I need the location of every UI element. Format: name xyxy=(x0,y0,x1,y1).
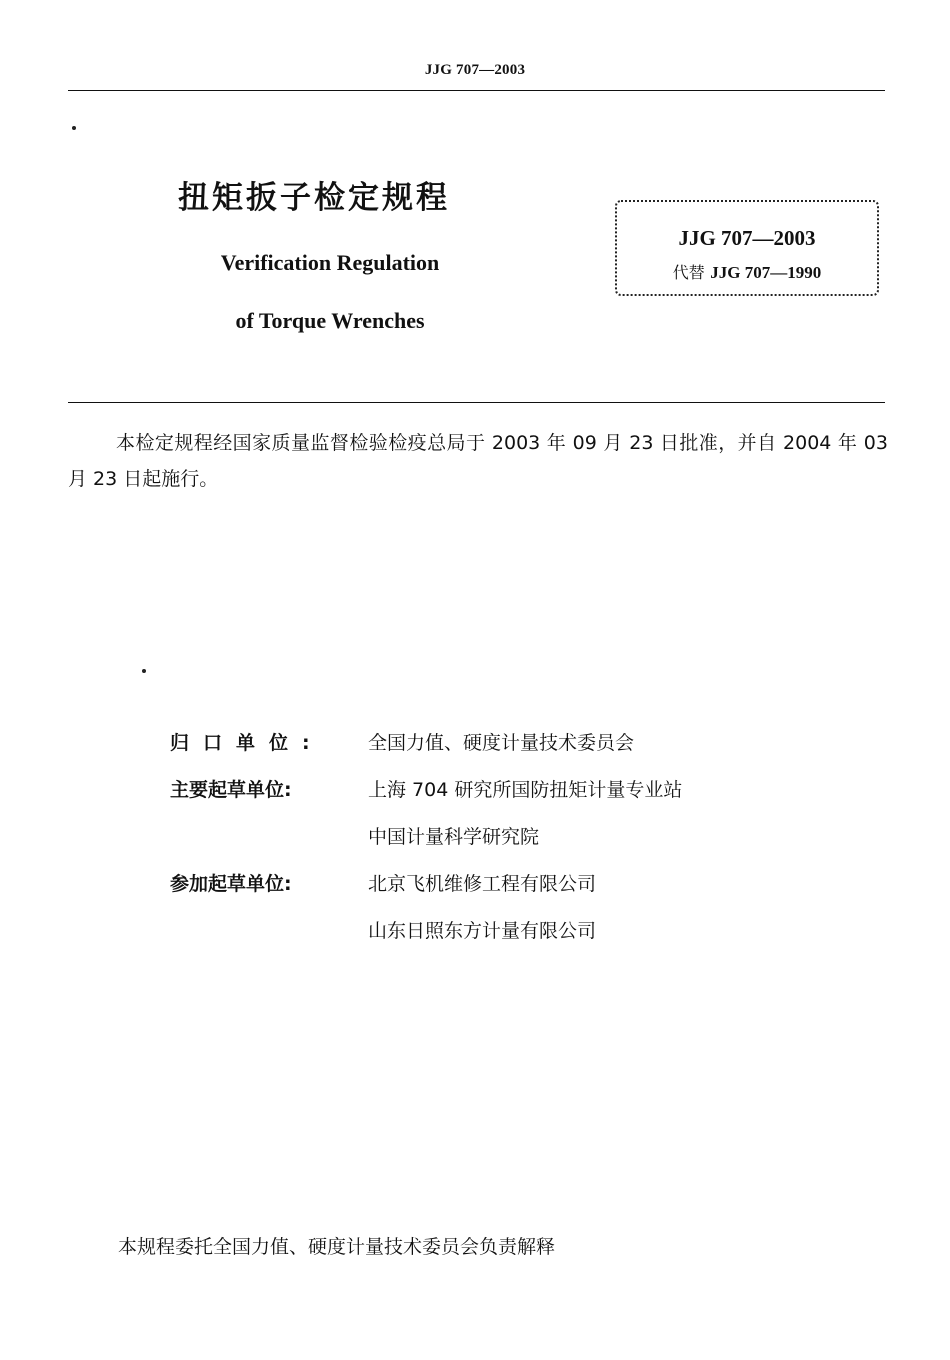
unit-value: 上海 704 研究所国防扭矩计量专业站 xyxy=(368,779,683,801)
title-chinese: 扭矩扳子检定规程 xyxy=(178,180,450,216)
standard-code: JJG 707—2003 xyxy=(678,226,816,250)
scan-speck xyxy=(142,669,146,673)
unit-label: 归口单位: xyxy=(170,732,324,754)
unit-row xyxy=(170,718,870,765)
unit-label: 主要起草单位: xyxy=(170,779,292,801)
unit-value: 中国计量科学研究院 xyxy=(368,826,540,848)
unit-row xyxy=(170,906,870,953)
approval-paragraph: 本检定规程经国家质量监督检验检疫总局于 2003 年 09 月 23 日批准，并自 2004 年 03 月 23 日起施行。 xyxy=(68,432,888,490)
title-english-line-2: of Torque Wrenches xyxy=(235,308,425,333)
unit-label: 参加起草单位: xyxy=(170,873,292,895)
replaces-line xyxy=(617,260,877,283)
drafting-units-list xyxy=(170,718,870,953)
running-header-code: JJG 707—2003 xyxy=(424,62,526,78)
title-english-line-1: Verification Regulation xyxy=(220,250,440,275)
scan-speck xyxy=(72,126,76,130)
unit-value: 山东日照东方计量有限公司 xyxy=(368,920,597,942)
replaces-label: 代替 xyxy=(672,263,705,282)
interpretation-note: 本规程委托全国力值、硬度计量技术委员会负责解释 xyxy=(118,1236,556,1258)
unit-row xyxy=(170,859,870,906)
unit-row xyxy=(170,812,870,859)
unit-value: 北京飞机维修工程有限公司 xyxy=(368,873,597,895)
header-divider xyxy=(68,90,885,91)
unit-value: 全国力值、硬度计量技术委员会 xyxy=(368,732,635,754)
replaced-standard-code: JJG 707—1990 xyxy=(710,263,822,282)
unit-row xyxy=(170,765,870,812)
standard-code-box xyxy=(615,200,879,296)
title-divider xyxy=(68,402,885,403)
